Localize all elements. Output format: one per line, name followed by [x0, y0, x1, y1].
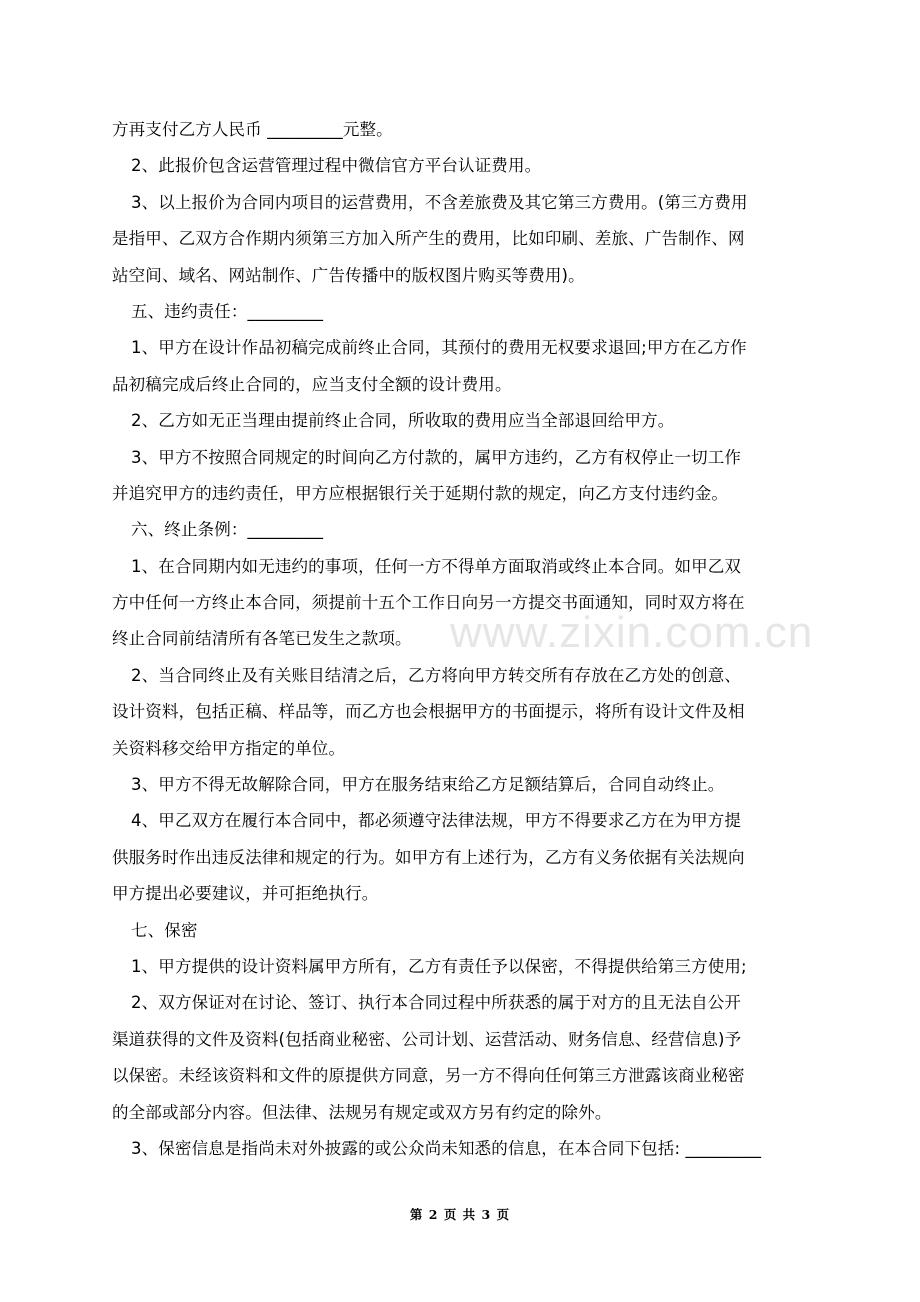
text-line: 甲方提出必要建议，并可拒绝执行。 — [112, 884, 379, 904]
text-line: 1、在合同期内如无违约的事项，任何一方不得单方面取消或终止本合同。如甲乙双 — [131, 556, 742, 576]
text-line: 2、此报价包含运营管理过程中微信官方平台认证费用。 — [131, 156, 542, 176]
text-line: 是指甲、乙双方合作期内须第三方加入所产生的费用，比如印刷、差旅、广告制作、网 — [112, 229, 745, 249]
section-heading: 五、违约责任：_________ — [131, 301, 324, 321]
watermark-text: www.zixin.com.cn — [450, 608, 814, 657]
text-line: 并追究甲方的违约责任，甲方应根据银行关于延期付款的规定，向乙方支付违约金。 — [112, 483, 729, 503]
text-line: 3、以上报价为合同内项目的运营费用，不含差旅费及其它第三方费用。(第三方费用 — [131, 192, 748, 212]
text-line: 供服务时作出违反法律和规定的行为。如甲方有上述行为，乙方有义务依据有关法规向 — [112, 847, 745, 867]
text-line: 方中任何一方终止本合同，须提前十五个工作日向另一方提交书面通知，同时双方将在 — [112, 593, 745, 613]
document-body — [112, 112, 812, 1167]
page-footer: 第 2 页 共 3 页 — [409, 1207, 511, 1222]
text-line: 2、乙方如无正当理由提前终止合同，所收取的费用应当全部退回给甲方。 — [131, 411, 675, 431]
section-heading: 七、保密 — [131, 920, 198, 940]
text-line: 终止合同前结清所有各笔已发生之款项。 — [112, 629, 412, 649]
text-line: 2、双方保证对在讨论、签订、执行本合同过程中所获悉的属于对方的且无法自公开 — [131, 993, 742, 1013]
text-line: 方再支付乙方人民币 _________元整。 — [112, 120, 393, 139]
text-line: 4、甲乙双方在履行本合同中，都必须遵守法律法规，甲方不得要求乙方在为甲方提 — [131, 811, 742, 831]
text-line: 1、甲方在设计作品初稿完成前终止合同，其预付的费用无权要求退回;甲方在乙方作 — [131, 338, 747, 358]
text-line: 渠道获得的文件及资料(包括商业秘密、公司计划、运营活动、财务信息、经营信息)予 — [112, 1029, 742, 1049]
text-line: 关资料移交给甲方指定的单位。 — [112, 738, 346, 758]
text-line: 1、甲方提供的设计资料属甲方所有，乙方有责任予以保密，不得提供给第三方使用; — [131, 956, 747, 976]
text-line: 3、保密信息是指尚未对外披露的或公众尚未知悉的信息，在本合同下包括: _________ — [131, 1138, 762, 1158]
text-line: 站空间、域名、网站制作、广告传播中的版权图片购买等费用)。 — [112, 265, 585, 285]
text-line: 品初稿完成后终止合同的，应当支付全额的设计费用。 — [112, 374, 512, 394]
text-line: 的全部或部分内容。但法律、法规另有规定或双方另有约定的除外。 — [112, 1102, 612, 1122]
text-line: 3、甲方不按照合同规定的时间向乙方付款的，属甲方违约，乙方有权停止一切工作 — [131, 447, 742, 467]
text-line: 以保密。未经该资料和文件的原提供方同意，另一方不得向任何第三方泄露该商业秘密 — [112, 1066, 745, 1086]
text-line: 2、当合同终止及有关账目结清之后，乙方将向甲方转交所有存放在乙方处的创意、 — [131, 665, 742, 685]
section-heading: 六、终止条例：_________ — [131, 520, 324, 540]
text-line: 3、甲方不得无故解除合同，甲方在服务结束给乙方足额结算后，合同自动终止。 — [131, 775, 725, 795]
text-line: 设计资料，包括正稿、样品等，而乙方也会根据甲方的书面提示，将所有设计文件及相 — [112, 702, 745, 722]
